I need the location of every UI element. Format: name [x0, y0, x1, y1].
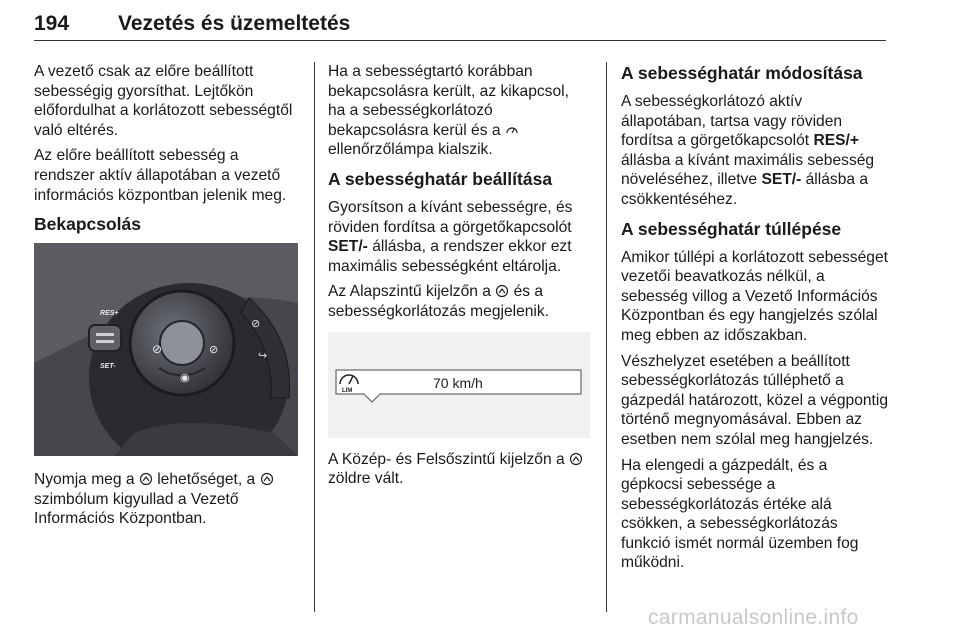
speed-limiter-icon [569, 452, 583, 466]
set-label: SET- [100, 363, 116, 371]
paragraph: A vezető csak az előre beállított sebességig gyorsíthat. Lejtőkön előfordulhat a korlátozott sebességtől való eltérés. [34, 63, 293, 139]
page-number: 194 [34, 12, 70, 35]
paragraph: A Közép- és Felsőszintű kijelzőn a zöldre vált. [328, 450, 590, 489]
section-heading-bekapcsolas: Bekapcsolás [34, 214, 142, 235]
paragraph: A sebességkorlátozó aktív állapotában, tartsa vagy röviden fordítsa a görgetőkapcsolót RES/+ állásba a kívánt maximális sebesség növeléséhez, illetve SET/- állásba a csökkentéséhez. [621, 93, 875, 208]
set-speed-value: 70 km/h [433, 374, 483, 391]
svg-text:↪: ↪ [258, 350, 268, 363]
res-label: RES+ [100, 310, 119, 318]
column-divider [606, 62, 607, 612]
column-2 [328, 62, 590, 495]
steering-wheel-controls-photo [34, 243, 298, 456]
cancel-glyph: ⊘ [209, 344, 219, 357]
column-3 [621, 62, 891, 579]
paragraph: Amikor túllépi a korlátozott sebességet vezetői beavatkozás nélkül, a sebesség villog a Vezető Információs Központban és egy hangjelzés szólal meg ebben az időszakban. [621, 248, 888, 344]
paragraph: Gyorsítson a kívánt sebességre, és röviden fordítsa a görgetőkapcsolót SET/- állásba, a rendszer ekkor ezt maximális sebességként eltárolja. [328, 198, 573, 275]
section-heading-modositas: A sebességhatár módosítása [621, 63, 863, 83]
basic-display-figure [328, 332, 590, 438]
svg-text:⊘: ⊘ [251, 318, 261, 331]
paragraph: Ha a sebességtartó korábban bekapcsolásra került, az kikapcsol, ha a sebességkorlátozó bekapcsolásra kerül és a ellenőrzőlámpa kialszik. [328, 63, 569, 159]
limiter-glyph: ⊘ [152, 342, 163, 357]
cruise-control-icon [505, 123, 519, 137]
cruise-glyph: ◉ [180, 372, 190, 385]
speed-limiter-icon [260, 472, 274, 486]
paragraph: Az Alapszintű kijelzőn a és a sebességkorlátozás megjelenik. [328, 283, 550, 320]
column-divider [314, 62, 315, 612]
paragraph: Nyomja meg a lehetőséget, a szimbólum kigyullad a Vezető Információs Központban. [34, 470, 302, 529]
page-header [34, 10, 886, 41]
paragraph: Vészhelyzet esetében a beállított sebességkorlátozás túlléphető a gázpedál határozott, közel a végpontig történő megnyomásával. Ebben az esetben nem szólal meg hangjelzés. [621, 352, 889, 448]
column-1 [34, 62, 302, 535]
speed-limiter-icon [495, 284, 509, 298]
section-heading-beallitas: A sebességhatár beállítása [328, 168, 553, 189]
chapter-title: Vezetés és üzemeltetés [118, 12, 351, 35]
watermark: carmanualsonline.info [648, 606, 859, 629]
speed-limiter-icon [139, 472, 153, 486]
paragraph: Ha elengedi a gázpedált, és a gépkocsi sebessége a sebességkorlátozás értéke alá csökken, a sebességkorlátozás funkció ismét normál üzemben fog működni. [621, 456, 859, 572]
section-heading-tullepes: A sebességhatár túllépése [621, 218, 842, 239]
paragraph: Az előre beállított sebesség a rendszer aktív állapotában a vezető információs központban jelenik meg. [34, 147, 287, 204]
lim-label: LIM [342, 387, 353, 394]
